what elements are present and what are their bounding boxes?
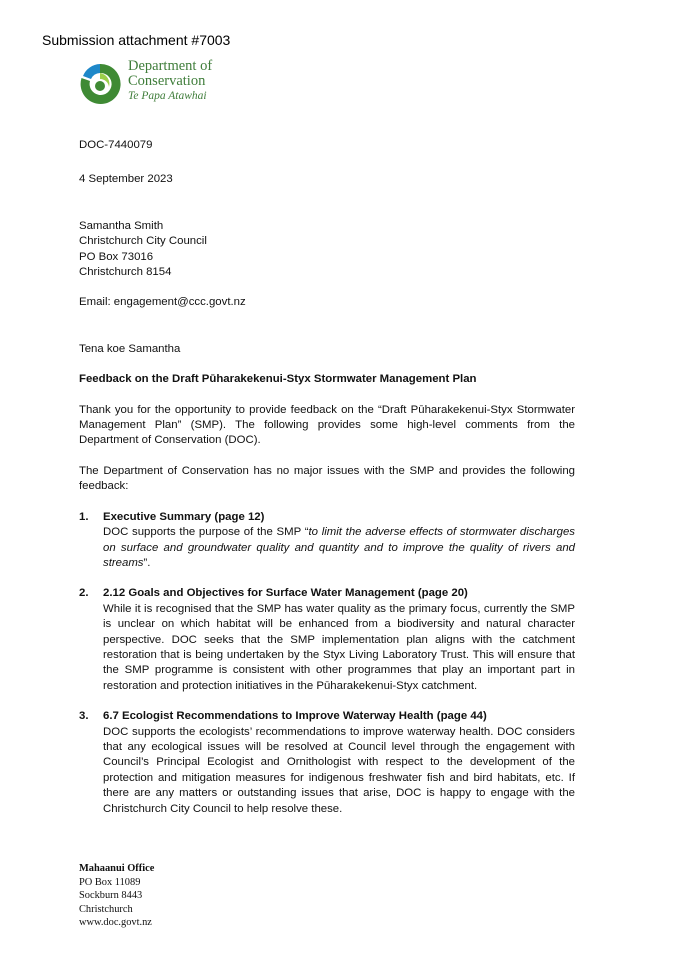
item-heading: 2.12 Goals and Objectives for Surface Water Management (page 20) <box>103 587 468 600</box>
lead-paragraph: The Department of Conservation has no major issues with the SMP and provides the following feedback: <box>79 464 575 493</box>
item-body-prefix: DOC supports the purpose of the SMP “ <box>103 526 309 539</box>
feedback-item <box>79 709 575 817</box>
item-number: 1. <box>79 510 89 523</box>
logo-line-conservation: Conservation <box>128 73 206 89</box>
office-name: Mahaanui Office <box>79 863 155 874</box>
item-body: While it is recognised that the SMP has water quality as the primary focus, currently the SMP is unclear on which habitat will be enhanced from a biodiversity and natural character perspective. DOC seeks that the SMP implementation plan aligns with the catchment restoration that is being undertaken by the Styx Living Laboratory Trust. This will ensure that the SMP programme is consistent with other programmes that play an important part in restoration and protection initiatives in the Pūharakekenui-Styx catchment. <box>103 602 575 692</box>
item-body-suffix: ”. <box>143 556 151 569</box>
doc-logo <box>78 60 238 108</box>
item-number: 2. <box>79 587 89 600</box>
submission-attachment-label: Submission attachment #7003 <box>42 32 231 48</box>
document-reference: DOC-7440079 <box>79 139 153 151</box>
item-body-quote: to limit the adverse effects of stormwater discharges on surface and groundwater quality and quantity and to improve the quality of rivers and streams <box>103 526 575 569</box>
item-heading: 6.7 Ecologist Recommendations to Improve Waterway Health (page 44) <box>103 710 487 723</box>
doc-logo-icon <box>78 60 122 108</box>
recipient-po-box: PO Box 73016 <box>79 250 154 263</box>
recipient-city: Christchurch 8154 <box>79 266 172 279</box>
letter-body <box>79 138 575 832</box>
office-city: Christchurch <box>79 903 133 915</box>
item-body <box>103 525 575 571</box>
item-heading: Executive Summary (page 12) <box>103 510 265 523</box>
letter-subject: Feedback on the Draft Pūharakekenui-Styx Stormwater Management Plan <box>79 373 477 386</box>
recipient-organisation: Christchurch City Council <box>79 235 207 248</box>
logo-line-maori-name: Te Papa Atawhai <box>128 90 207 102</box>
item-number: 3. <box>79 710 89 723</box>
office-po-box: PO Box 11089 <box>79 876 141 888</box>
office-footer <box>79 862 154 930</box>
feedback-item <box>79 510 575 572</box>
greeting: Tena koe Samantha <box>79 342 181 355</box>
intro-paragraph: Thank you for the opportunity to provide feedback on the “Draft Pūharakekenui-Styx Stormwater Management Plan” (SMP). The following provides some high-level comments from the Department of Conservation (DOC). <box>79 403 575 447</box>
recipient-email: Email: engagement@ccc.govt.nz <box>79 296 246 309</box>
item-body: DOC supports the ecologists’ recommendations to improve waterway health. DOC considers that any ecological issues will be resolved at Council level through the engagement with Council’s Principal Ecologist and Ornithologist with respect to the development of the protection and mitigation measures for indigenous freshwater fish and bird habitats, etc. If there are any matters or outstanding issues that arise, DOC is happy to engage with the Christchurch City Council to help resolve these. <box>103 725 575 815</box>
recipient-address <box>79 219 575 281</box>
recipient-name: Samantha Smith <box>79 219 164 232</box>
office-suburb: Sockburn 8443 <box>79 890 143 902</box>
letter-date: 4 September 2023 <box>79 173 173 186</box>
feedback-item <box>79 586 575 694</box>
office-website: www.doc.govt.nz <box>79 917 152 929</box>
logo-line-department: Department of <box>128 58 213 74</box>
